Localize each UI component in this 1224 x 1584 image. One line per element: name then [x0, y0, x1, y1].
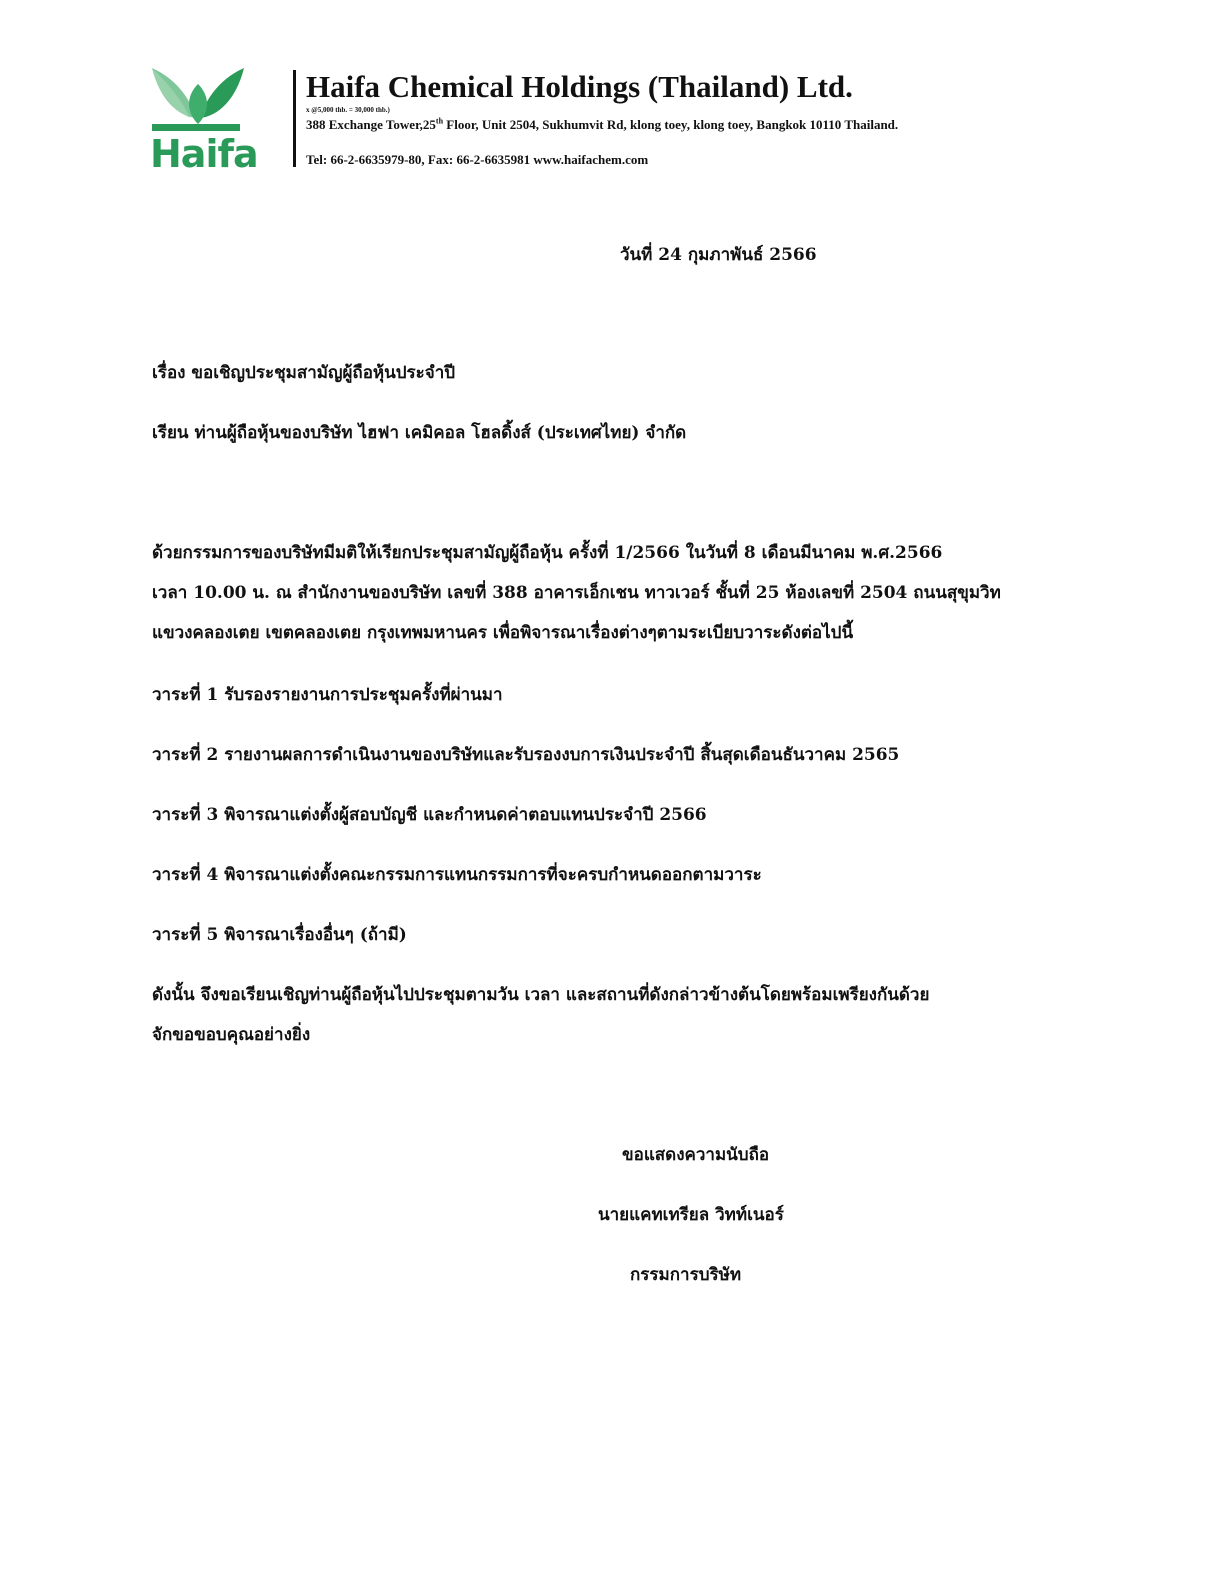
header-divider: [293, 70, 296, 167]
agenda-item-2: วาระที่ 2 รายงานผลการดำเนินงานของบริษัทและรับรองงบการเงินประจำปี สิ้นสุดเดือนธันวาคม 2565: [152, 745, 900, 765]
agenda-item-4: วาระที่ 4 พิจารณาแต่งตั้งคณะกรรมการแทนกรรมการที่จะครบกำหนดออกตามวาระ: [152, 865, 762, 885]
body-line: ด้วยกรรมการของบริษัทมีมติให้เรียกประชุมสามัญผู้ถือหุ้น ครั้งที่ 1/2566 ในวันที่ 8 เดือนมีนาคม พ.ศ.2566: [152, 543, 943, 563]
address-prefix: 388 Exchange Tower,25: [306, 117, 436, 132]
agenda-item-3: วาระที่ 3 พิจารณาแต่งตั้งผู้สอบบัญชี และกำหนดค่าตอบแทนประจำปี 2566: [152, 805, 707, 825]
letter-subject: เรื่อง ขอเชิญประชุมสามัญผู้ถือหุ้นประจำปี: [152, 363, 456, 383]
signer-name: นายแคทเทรียล วิทท์เนอร์: [598, 1205, 784, 1225]
agenda-item-5: วาระที่ 5 พิจารณาเรื่องอื่นๆ (ถ้ามี): [152, 925, 407, 945]
body-line: แขวงคลองเตย เขตคลองเตย กรุงเทพมหานคร เพื่อพิจารณาเรื่องต่างๆตามระเบียบวาระดังต่อไปนี้: [152, 623, 854, 643]
complimentary-close: ขอแสดงความนับถือ: [622, 1145, 770, 1165]
body-line: เวลา 10.00 น. ณ สำนักงานของบริษัท เลขที่ 388 อาคารเอ็กเชน ทาวเวอร์ ชั้นที่ 25 ห้องเลขที่ 2504 ถนนสุขุมวิท: [152, 583, 1001, 603]
logo-wordmark: Haifa: [150, 132, 258, 176]
haifa-logo: [150, 66, 258, 176]
letter-date: วันที่ 24 กุมภาพันธ์ 2566: [620, 245, 817, 265]
address-superscript: th: [435, 116, 444, 126]
header-tiny-note: x @5,000 thb. = 30,000 thb.): [306, 106, 390, 114]
agenda-item-1: วาระที่ 1 รับรองรายงานการประชุมครั้งที่ผ่านมา: [152, 685, 503, 705]
company-name: Haifa Chemical Holdings (Thailand) Ltd.: [306, 69, 853, 104]
address-suffix: Floor, Unit 2504, Sukhumvit Rd, klong toey, klong toey, Bangkok 10110 Thailand.: [443, 117, 899, 132]
leaf-icon: [150, 66, 246, 132]
closing-line: ดังนั้น จึงขอเรียนเชิญท่านผู้ถือหุ้นไปประชุมตามวัน เวลา และสถานที่ดังกล่าวข้างต้นโดยพร้อมเพรียงกันด้วย: [152, 985, 930, 1005]
letter-recipient: เรียน ท่านผู้ถือหุ้นของบริษัท ไฮฟา เคมิคอล โฮลดิ้งส์ (ประเทศไทย) จำกัด: [152, 423, 687, 443]
company-address: [306, 116, 898, 134]
company-contact: Tel: 66-2-6635979-80, Fax: 66-2-6635981 www.haifachem.com: [306, 152, 649, 167]
closing-line: จักขอขอบคุณอย่างยิ่ง: [152, 1025, 311, 1045]
signer-position: กรรมการบริษัท: [630, 1265, 742, 1285]
